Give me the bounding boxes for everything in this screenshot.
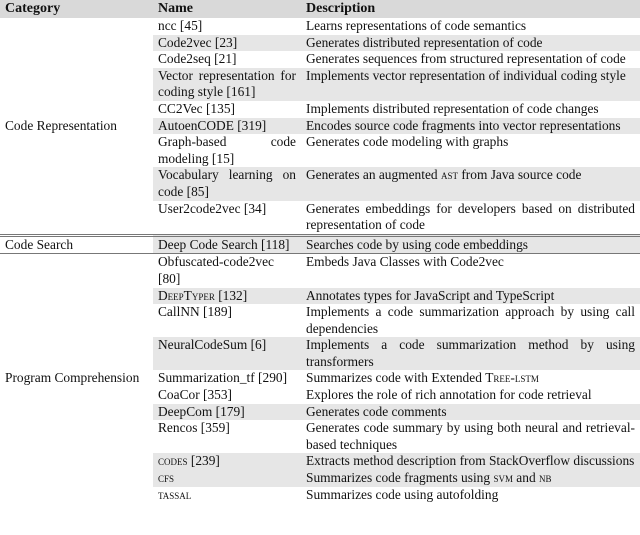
cell-text: Implements distributed representation of code changes	[306, 100, 599, 116]
cell-text: Explores the role of rich annotation for code retrieval	[306, 387, 592, 403]
cell-text: Annotates types for JavaScript and TypeScript	[306, 287, 555, 303]
table-row	[0, 235, 640, 254]
cell-text: Graph-based code modeling [15]	[158, 134, 296, 166]
description-cell	[301, 254, 640, 288]
cell-text: nb	[538, 470, 552, 486]
cell-text: svm	[493, 470, 513, 486]
description-cell	[301, 51, 640, 68]
cell-text: Code2seq [21]	[158, 51, 237, 67]
cell-text: cfs	[158, 470, 175, 486]
name-cell	[153, 370, 301, 387]
name-cell	[153, 387, 301, 404]
cell-text: Summarizes code with Extended	[306, 370, 486, 386]
description-cell	[301, 18, 640, 35]
category-cell: Code Search	[0, 235, 153, 254]
cell-text: Summarizes code using autofolding	[306, 486, 499, 502]
description-cell	[301, 134, 640, 167]
name-cell	[153, 35, 301, 52]
cell-text: [239]	[187, 453, 220, 469]
name-cell	[153, 51, 301, 68]
name-cell	[153, 167, 301, 200]
description-cell	[301, 201, 640, 236]
cell-text: Deep Code Search [118]	[158, 236, 290, 252]
table-row	[0, 18, 640, 35]
description-cell	[301, 101, 640, 118]
cell-text: Generates code comments	[306, 403, 447, 419]
name-cell	[153, 134, 301, 167]
cell-text: Embeds Java Classes with Code2vec	[306, 254, 504, 270]
cell-text: tassal	[158, 486, 192, 502]
cell-text: Generates distributed representation of code	[306, 34, 543, 50]
cell-text: DeepCom [179]	[158, 403, 245, 419]
cell-text: CallNN [189]	[158, 304, 233, 320]
header-description: Description	[301, 0, 640, 18]
description-cell	[301, 68, 640, 101]
name-cell	[153, 235, 301, 254]
cell-text: Code2vec [23]	[158, 34, 238, 50]
table-body	[0, 18, 640, 503]
cell-text: Implements a code summarization method by using transformers	[306, 337, 635, 369]
cell-text: and	[512, 470, 539, 486]
cell-text: Generates sequences from structured representation of code	[306, 51, 626, 67]
cell-text: AutoenCODE [319]	[158, 117, 267, 133]
description-cell	[301, 167, 640, 200]
name-cell	[153, 101, 301, 118]
cell-text: Tree-lstm	[485, 370, 539, 386]
cell-text: Searches code by using code embeddings	[306, 236, 528, 252]
cell-text: CoaCor [353]	[158, 387, 233, 403]
name-cell	[153, 487, 301, 504]
name-cell	[153, 404, 301, 421]
cell-text: NeuralCodeSum [6]	[158, 337, 267, 353]
cell-text: Generates an augmented	[306, 167, 441, 183]
table-row	[0, 254, 640, 288]
cell-text: Implements vector representation of individual coding style	[306, 67, 626, 83]
cell-text: codes	[158, 453, 188, 469]
name-cell	[153, 304, 301, 337]
description-cell	[301, 288, 640, 305]
name-cell	[153, 254, 301, 288]
name-cell	[153, 68, 301, 101]
cell-text: Summarizes code fragments using	[306, 470, 494, 486]
cell-text: Extracts method description from StackOverflow discussions	[306, 453, 635, 469]
category-cell: Code Representation	[0, 18, 153, 235]
cell-text: Vocabulary learning on code [85]	[158, 167, 296, 199]
name-cell	[153, 420, 301, 453]
cell-text: Learns representations of code semantics	[306, 18, 527, 33]
name-cell	[153, 201, 301, 236]
cell-text: User2code2vec [34]	[158, 200, 267, 216]
cell-text: Generates code modeling with graphs	[306, 134, 509, 150]
header-row	[0, 0, 640, 18]
description-cell	[301, 118, 640, 135]
description-cell	[301, 370, 640, 387]
cell-text: DeepTyper	[158, 287, 215, 303]
header-category: Category	[0, 0, 153, 18]
description-cell	[301, 387, 640, 404]
cell-text: Obfuscated-code2vec [80]	[158, 254, 274, 286]
description-cell	[301, 304, 640, 337]
cell-text: Generates embeddings for developers based on distributed representation of code	[306, 200, 635, 233]
description-cell	[301, 235, 640, 254]
cell-text: CC2Vec [135]	[158, 100, 235, 116]
description-cell	[301, 35, 640, 52]
description-cell	[301, 337, 640, 370]
category-cell: Program Comprehension	[0, 254, 153, 503]
cell-text: Generates code summary by using both neural and retrieval-based techniques	[306, 420, 635, 452]
cell-text: Vector representation for coding style [161]	[158, 67, 296, 100]
description-cell	[301, 404, 640, 421]
name-cell	[153, 453, 301, 470]
name-cell	[153, 470, 301, 487]
name-cell	[153, 118, 301, 135]
cell-text: Summarization_tf [290]	[158, 370, 288, 386]
cell-text: ast	[440, 167, 458, 183]
name-cell	[153, 288, 301, 305]
description-cell	[301, 470, 640, 487]
cell-text: ncc [45]	[158, 18, 203, 33]
cell-text: from Java source code	[457, 167, 582, 183]
cell-text: [132]	[214, 287, 248, 303]
description-cell	[301, 487, 640, 504]
header-name: Name	[153, 0, 301, 18]
cell-text: Implements a code summarization approach by using call dependencies	[306, 304, 635, 336]
description-cell	[301, 420, 640, 453]
cell-text: Rencos [359]	[158, 420, 230, 436]
description-cell	[301, 453, 640, 470]
name-cell	[153, 18, 301, 35]
cell-text: Encodes source code fragments into vector representations	[306, 117, 621, 133]
name-cell	[153, 337, 301, 370]
